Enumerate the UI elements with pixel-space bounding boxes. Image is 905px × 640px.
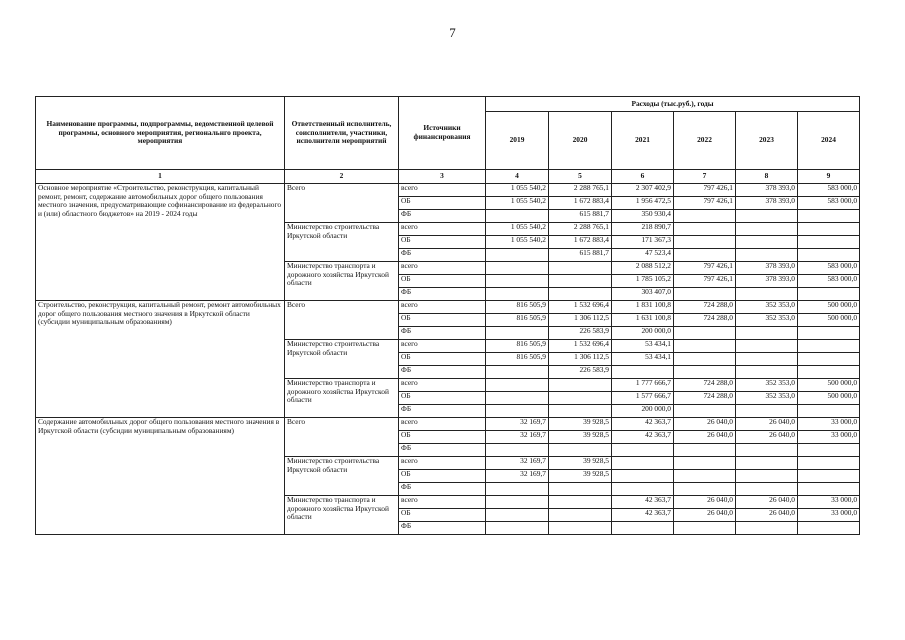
source-cell: ОБ [399, 431, 486, 444]
table-row [36, 301, 860, 314]
amount-cell: 1 532 696,4 [549, 301, 612, 314]
source-cell: ФБ [399, 522, 486, 535]
amount-cell: 26 040,0 [674, 509, 736, 522]
amount-cell [486, 288, 549, 301]
amount-cell [798, 444, 860, 457]
amount-cell: 583 000,0 [798, 262, 860, 275]
amount-cell [549, 483, 612, 496]
amount-cell [798, 366, 860, 379]
amount-cell: 352 353,0 [736, 379, 798, 392]
amount-cell [798, 288, 860, 301]
amount-cell: 33 000,0 [798, 509, 860, 522]
amount-cell: 39 928,5 [549, 457, 612, 470]
amount-cell: 2 307 402,9 [612, 184, 674, 197]
source-cell: всего [399, 496, 486, 509]
amount-cell: 32 169,7 [486, 431, 549, 444]
amount-cell: 303 407,0 [612, 288, 674, 301]
amount-cell [612, 366, 674, 379]
amount-cell: 797 426,1 [674, 275, 736, 288]
responsible-cell: Всего [285, 418, 399, 457]
amount-cell [798, 483, 860, 496]
amount-cell [486, 405, 549, 418]
amount-cell [674, 366, 736, 379]
amount-cell: 724 288,0 [674, 379, 736, 392]
source-cell: ФБ [399, 444, 486, 457]
amount-cell: 42 363,7 [612, 431, 674, 444]
amount-cell: 26 040,0 [736, 418, 798, 431]
amount-cell [486, 249, 549, 262]
amount-cell [486, 509, 549, 522]
header-year: 2022 [674, 112, 736, 170]
column-number: 5 [549, 170, 612, 184]
amount-cell [674, 522, 736, 535]
amount-cell: 1 672 883,4 [549, 197, 612, 210]
amount-cell [674, 444, 736, 457]
amount-cell [674, 249, 736, 262]
source-cell: ОБ [399, 392, 486, 405]
header-year: 2021 [612, 112, 674, 170]
amount-cell [798, 249, 860, 262]
amount-cell [549, 509, 612, 522]
amount-cell [736, 210, 798, 223]
amount-cell [549, 275, 612, 288]
amount-cell: 218 890,7 [612, 223, 674, 236]
amount-cell: 32 169,7 [486, 457, 549, 470]
amount-cell: 39 928,5 [549, 431, 612, 444]
amount-cell: 797 426,1 [674, 197, 736, 210]
column-number: 6 [612, 170, 674, 184]
amount-cell [798, 236, 860, 249]
amount-cell [612, 457, 674, 470]
amount-cell: 1 055 540,2 [486, 236, 549, 249]
amount-cell: 42 363,7 [612, 496, 674, 509]
header-responsible: Ответственный исполнитель, соисполнители, участники, исполнители мероприятий [285, 97, 399, 170]
source-cell: всего [399, 418, 486, 431]
amount-cell: 352 353,0 [736, 314, 798, 327]
source-cell: ОБ [399, 236, 486, 249]
amount-cell [736, 405, 798, 418]
source-cell: всего [399, 262, 486, 275]
header-expenses: Расходы (тыс.руб.), годы [486, 97, 860, 112]
amount-cell [549, 262, 612, 275]
amount-cell [486, 483, 549, 496]
amount-cell: 378 393,0 [736, 197, 798, 210]
responsible-cell: Министерство транспорта и дорожного хозяйства Иркутской области [285, 262, 399, 301]
amount-cell: 32 169,7 [486, 418, 549, 431]
source-cell: ОБ [399, 509, 486, 522]
column-number: 2 [285, 170, 399, 184]
amount-cell: 26 040,0 [674, 431, 736, 444]
amount-cell: 615 881,7 [549, 210, 612, 223]
amount-cell [549, 405, 612, 418]
amount-cell [736, 483, 798, 496]
amount-cell [486, 444, 549, 457]
amount-cell [798, 223, 860, 236]
amount-cell: 1 055 540,2 [486, 184, 549, 197]
budget-table [35, 96, 860, 535]
program-name-cell: Строительство, реконструкция, капитальный ремонт, ремонт автомобильных дорог общего пользования местного значения в Иркутской области (субсидии муниципальным образованиям) [36, 301, 285, 418]
amount-cell [549, 496, 612, 509]
amount-cell: 2 288 765,1 [549, 184, 612, 197]
amount-cell [674, 457, 736, 470]
amount-cell: 1 055 540,2 [486, 223, 549, 236]
amount-cell [674, 340, 736, 353]
amount-cell: 32 169,7 [486, 470, 549, 483]
column-number: 8 [736, 170, 798, 184]
responsible-cell: Министерство строительства Иркутской области [285, 457, 399, 496]
amount-cell: 2 288 765,1 [549, 223, 612, 236]
responsible-cell: Всего [285, 184, 399, 223]
amount-cell: 816 505,9 [486, 353, 549, 366]
amount-cell: 1 956 472,5 [612, 197, 674, 210]
amount-cell [798, 353, 860, 366]
amount-cell: 797 426,1 [674, 184, 736, 197]
amount-cell [736, 366, 798, 379]
amount-cell: 53 434,1 [612, 353, 674, 366]
amount-cell: 26 040,0 [736, 509, 798, 522]
amount-cell [486, 392, 549, 405]
source-cell: ФБ [399, 210, 486, 223]
source-cell: ФБ [399, 366, 486, 379]
amount-cell: 352 353,0 [736, 392, 798, 405]
amount-cell [612, 483, 674, 496]
amount-cell [736, 470, 798, 483]
amount-cell [549, 288, 612, 301]
amount-cell: 2 088 512,2 [612, 262, 674, 275]
amount-cell: 42 363,7 [612, 418, 674, 431]
amount-cell [736, 288, 798, 301]
program-name-cell: Основное мероприятие «Строительство, реконструкция, капитальный ремонт, ремонт, содержание автомобильных дорог общего пользования местного значения, предусматривающие софинансирование из федерального и (или) областного бюджетов» на 2019 - 2024 годы [36, 184, 285, 301]
amount-cell: 1 055 540,2 [486, 197, 549, 210]
header-year: 2020 [549, 112, 612, 170]
column-number: 1 [36, 170, 285, 184]
amount-cell: 816 505,9 [486, 301, 549, 314]
amount-cell: 500 000,0 [798, 392, 860, 405]
header-year: 2024 [798, 112, 860, 170]
source-cell: ФБ [399, 288, 486, 301]
amount-cell [674, 288, 736, 301]
header-year: 2023 [736, 112, 798, 170]
amount-cell: 816 505,9 [486, 314, 549, 327]
amount-cell: 1 785 105,2 [612, 275, 674, 288]
page-number: 7 [449, 25, 456, 40]
amount-cell [674, 405, 736, 418]
amount-cell [798, 522, 860, 535]
amount-cell [486, 210, 549, 223]
amount-cell [674, 470, 736, 483]
amount-cell [798, 340, 860, 353]
amount-cell [549, 444, 612, 457]
amount-cell: 1 577 666,7 [612, 392, 674, 405]
amount-cell: 226 583,9 [549, 366, 612, 379]
column-number: 3 [399, 170, 486, 184]
amount-cell [486, 379, 549, 392]
amount-cell [736, 340, 798, 353]
column-number: 9 [798, 170, 860, 184]
amount-cell: 42 363,7 [612, 509, 674, 522]
source-cell: всего [399, 379, 486, 392]
amount-cell: 47 523,4 [612, 249, 674, 262]
amount-cell [674, 353, 736, 366]
amount-cell: 724 288,0 [674, 392, 736, 405]
amount-cell [549, 379, 612, 392]
amount-cell: 226 583,9 [549, 327, 612, 340]
amount-cell [798, 210, 860, 223]
amount-cell: 200 000,0 [612, 405, 674, 418]
responsible-cell: Всего [285, 301, 399, 340]
amount-cell: 500 000,0 [798, 301, 860, 314]
source-cell: всего [399, 340, 486, 353]
source-cell: ФБ [399, 483, 486, 496]
amount-cell [549, 392, 612, 405]
amount-cell: 26 040,0 [674, 496, 736, 509]
amount-cell [612, 444, 674, 457]
amount-cell: 1 672 883,4 [549, 236, 612, 249]
amount-cell: 378 393,0 [736, 275, 798, 288]
amount-cell: 1 306 112,5 [549, 314, 612, 327]
amount-cell: 33 000,0 [798, 496, 860, 509]
amount-cell [549, 522, 612, 535]
responsible-cell: Министерство транспорта и дорожного хозяйства Иркутской области [285, 496, 399, 535]
amount-cell [674, 483, 736, 496]
amount-cell [486, 522, 549, 535]
amount-cell: 1 631 100,8 [612, 314, 674, 327]
column-number: 7 [674, 170, 736, 184]
amount-cell: 1 831 100,8 [612, 301, 674, 314]
amount-cell: 1 532 696,4 [549, 340, 612, 353]
amount-cell: 724 288,0 [674, 314, 736, 327]
amount-cell [612, 522, 674, 535]
amount-cell [736, 249, 798, 262]
source-cell: ФБ [399, 327, 486, 340]
amount-cell [486, 366, 549, 379]
responsible-cell: Министерство строительства Иркутской области [285, 340, 399, 379]
source-cell: всего [399, 223, 486, 236]
responsible-cell: Министерство строительства Иркутской области [285, 223, 399, 262]
amount-cell [736, 522, 798, 535]
amount-cell [736, 444, 798, 457]
amount-cell [798, 457, 860, 470]
table-row [36, 184, 860, 197]
source-cell: ОБ [399, 197, 486, 210]
amount-cell: 39 928,5 [549, 470, 612, 483]
amount-cell [736, 236, 798, 249]
amount-cell [736, 457, 798, 470]
amount-cell: 33 000,0 [798, 431, 860, 444]
amount-cell: 378 393,0 [736, 262, 798, 275]
amount-cell: 352 353,0 [736, 301, 798, 314]
responsible-cell: Министерство транспорта и дорожного хозяйства Иркутской области [285, 379, 399, 418]
amount-cell: 500 000,0 [798, 379, 860, 392]
amount-cell [674, 210, 736, 223]
amount-cell [486, 327, 549, 340]
amount-cell: 39 928,5 [549, 418, 612, 431]
amount-cell [798, 327, 860, 340]
amount-cell [736, 223, 798, 236]
amount-cell: 583 000,0 [798, 197, 860, 210]
amount-cell [486, 275, 549, 288]
amount-cell [736, 327, 798, 340]
amount-cell: 583 000,0 [798, 275, 860, 288]
table-row [36, 418, 860, 431]
header-year: 2019 [486, 112, 549, 170]
amount-cell: 26 040,0 [736, 496, 798, 509]
source-cell: ОБ [399, 470, 486, 483]
amount-cell: 26 040,0 [736, 431, 798, 444]
source-cell: ОБ [399, 314, 486, 327]
source-cell: ФБ [399, 249, 486, 262]
amount-cell: 378 393,0 [736, 184, 798, 197]
amount-cell [612, 470, 674, 483]
header-source: Источники финансирования [399, 97, 486, 170]
amount-cell: 724 288,0 [674, 301, 736, 314]
source-cell: всего [399, 301, 486, 314]
amount-cell: 53 434,1 [612, 340, 674, 353]
amount-cell [674, 236, 736, 249]
amount-cell [798, 470, 860, 483]
amount-cell: 500 000,0 [798, 314, 860, 327]
table-body [36, 184, 860, 535]
amount-cell: 583 000,0 [798, 184, 860, 197]
amount-cell [736, 353, 798, 366]
amount-cell: 615 881,7 [549, 249, 612, 262]
source-cell: ОБ [399, 275, 486, 288]
amount-cell [486, 496, 549, 509]
amount-cell: 1 306 112,5 [549, 353, 612, 366]
amount-cell: 200 000,0 [612, 327, 674, 340]
amount-cell: 1 777 666,7 [612, 379, 674, 392]
amount-cell: 797 426,1 [674, 262, 736, 275]
source-cell: ФБ [399, 405, 486, 418]
amount-cell [674, 223, 736, 236]
source-cell: ОБ [399, 353, 486, 366]
amount-cell [798, 405, 860, 418]
source-cell: всего [399, 184, 486, 197]
amount-cell: 350 930,4 [612, 210, 674, 223]
column-number: 4 [486, 170, 549, 184]
amount-cell: 33 000,0 [798, 418, 860, 431]
program-name-cell: Содержание автомобильных дорог общего пользования местного значения в Иркутской области (субсидии муниципальным образованиям) [36, 418, 285, 535]
source-cell: всего [399, 457, 486, 470]
amount-cell: 171 367,3 [612, 236, 674, 249]
amount-cell [486, 262, 549, 275]
amount-cell: 816 505,9 [486, 340, 549, 353]
header-name: Наименование программы, подпрограммы, ведомственной целевой программы, основного мероприятия, региональнго проекта, мероприятия [36, 97, 285, 170]
amount-cell [674, 327, 736, 340]
amount-cell: 26 040,0 [674, 418, 736, 431]
